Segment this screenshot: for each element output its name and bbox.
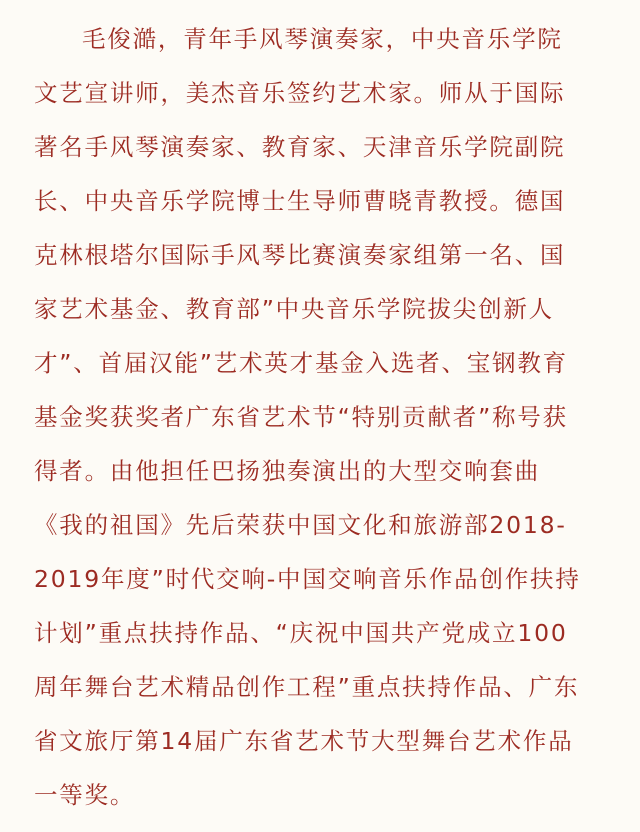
paragraph-line: 周年舞台艺术精品创作工程”重点扶持作品、广东 [34,673,580,701]
paragraph-line: 《我的祖国》先后荣获中国文化和旅游部2018- [34,511,567,539]
paragraph-line: 计划”重点扶持作品、“庆祝中国共产党成立100 [34,619,568,647]
paragraph-line: 文艺宣讲师，美杰音乐签约艺术家。师从于国际 [34,79,566,107]
paragraph-line: 一等奖。 [34,781,136,809]
paragraph-line: 省文旅厅第14届广东省艺术节大型舞台艺术作品 [34,727,574,755]
paragraph-line: 著名手风琴演奏家、教育家、天津音乐学院副院 [34,133,566,161]
paragraph-line: 得者。由他担任巴扬独奏演出的大型交响套曲 [34,457,540,485]
paragraph-line: 长、中央音乐学院博士生导师曹晓青教授。德国 [34,187,566,215]
paragraph-line: 家艺术基金、教育部”中央音乐学院拔尖创新人 [34,295,554,323]
paragraph-line: 基金奖获奖者广东省艺术节“特别贡献者”称号获 [34,403,568,431]
paragraph-line: 才”、首届汉能”艺术英才基金入选者、宝钢教育 [34,349,568,377]
paragraph-line: 毛俊澔，青年手风琴演奏家，中央音乐学院 [82,25,563,53]
paragraph-line: 克林根塔尔国际手风琴比赛演奏家组第一名、国 [34,241,566,269]
paragraph-line: 2019年度”时代交响-中国交响音乐作品创作扶持 [34,565,581,593]
